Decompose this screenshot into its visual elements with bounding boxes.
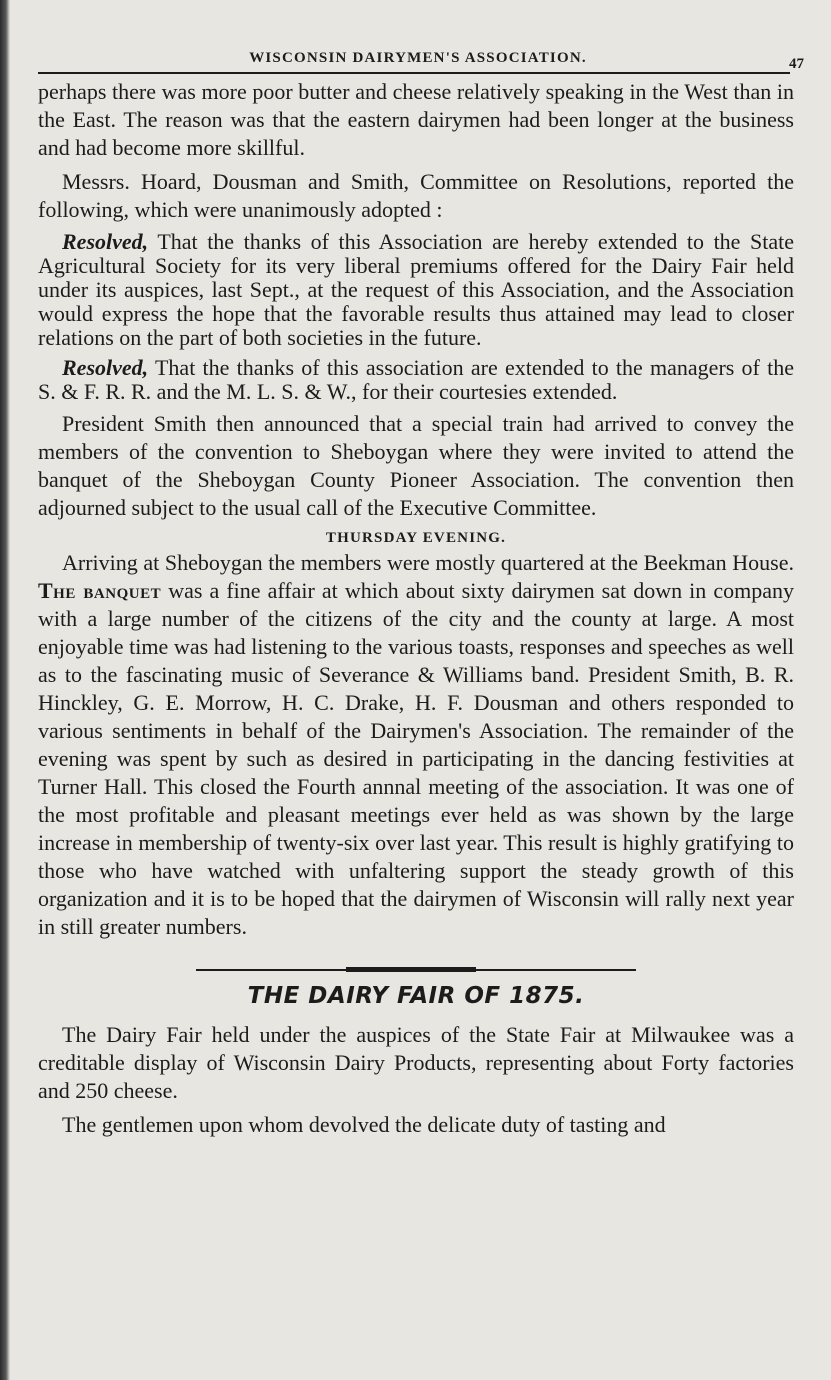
paragraph-tasting: The gentlemen upon whom devolved the delicate duty of tasting and <box>62 1112 666 1137</box>
book-spine-shadow <box>0 0 10 1380</box>
paragraph-continuation: perhaps there was more poor butter and cheese relatively speaking in the West than in the East. The reason was that the eastern dairymen had been longer at the business and had become more skillful. <box>38 79 794 160</box>
paragraph-dairy-fair: The Dairy Fair held under the auspices of the State Fair at Milwaukee was a creditable display of Wisconsin Dairy Products, representing about Forty factories and 250 cheese. <box>38 1022 794 1103</box>
header-rule <box>38 72 790 74</box>
divider-thick-rule <box>346 967 476 972</box>
banquet-small-caps: The banquet <box>38 578 162 603</box>
banquet-text-b: was a fine affair at which about sixty dairymen sat down in company with a large number of the citizens of the city and the county at large. A most enjoyable time was had listening to the various toasts, responses and speeches as well as to the fascinating music of Severance & Williams band. President Smith, B. R. Hinckley, G. E. Morrow, H. C. Drake, H. F. Dousman and others responded to various sentiments in behalf of the Dairymen's Association. The remainder of the evening was spent by such as desired in participating in the dancing festivities at Turner Hall. This closed the Fourth annnal meeting of the association. It was one of the most profitable and pleasant meetings ever held as was shown by the large increase in membership of twenty-six over last year. This result is highly gratifying to those who have watched with unfaltering support the steady growth of this organization and it is to be hoped that the dairymen of Wisconsin will rally next year in still greater numbers. <box>38 578 794 939</box>
paragraph-resolution-1 <box>38 230 794 350</box>
page-header <box>38 46 804 74</box>
page-body <box>38 78 794 1139</box>
page-number: 47 <box>789 56 804 72</box>
section-title: THE DAIRY FAIR OF 1875. <box>247 983 585 1009</box>
paragraph-resolution-2 <box>38 356 794 404</box>
section-divider <box>196 967 636 973</box>
banquet-text-a: Arriving at Sheboygan the members were mostly quartered at the Beekman House. <box>62 550 794 575</box>
running-head: WISCONSIN DAIRYMEN'S ASSOCIATION. <box>249 50 587 66</box>
paragraph-adjourn: President Smith then announced that a special train had arrived to convey the members of the convention to Sheboygan where they were invited to attend the banquet of the Sheboygan County Pioneer Association. The convention then adjourned subject to the usual call of the Executive Committee. <box>38 411 794 520</box>
subheading-thursday-evening: THURSDAY EVENING. <box>325 530 507 546</box>
paragraph-committee: Messrs. Hoard, Dousman and Smith, Committee on Resolutions, reported the following, which were unanimously adopted : <box>38 169 794 222</box>
resolution-1-text: That the thanks of this Association are hereby extended to the State Agricultural Society for its very liberal premiums offered for the Dairy Fair held under its auspices, last Sept., at the request of this Association, and the Association would express the hope that the favorable results thus attained may lead to closer relations on the part of both societies in the future. <box>38 229 794 350</box>
paragraph-banquet <box>38 549 794 941</box>
resolved-label: Resolved, <box>62 229 149 254</box>
resolved-label: Resolved, <box>62 355 149 380</box>
resolution-2-text: That the thanks of this association are extended to the managers of the S. & F. R. R. and the M. L. S. & W., for their courtesies extended. <box>38 355 794 404</box>
